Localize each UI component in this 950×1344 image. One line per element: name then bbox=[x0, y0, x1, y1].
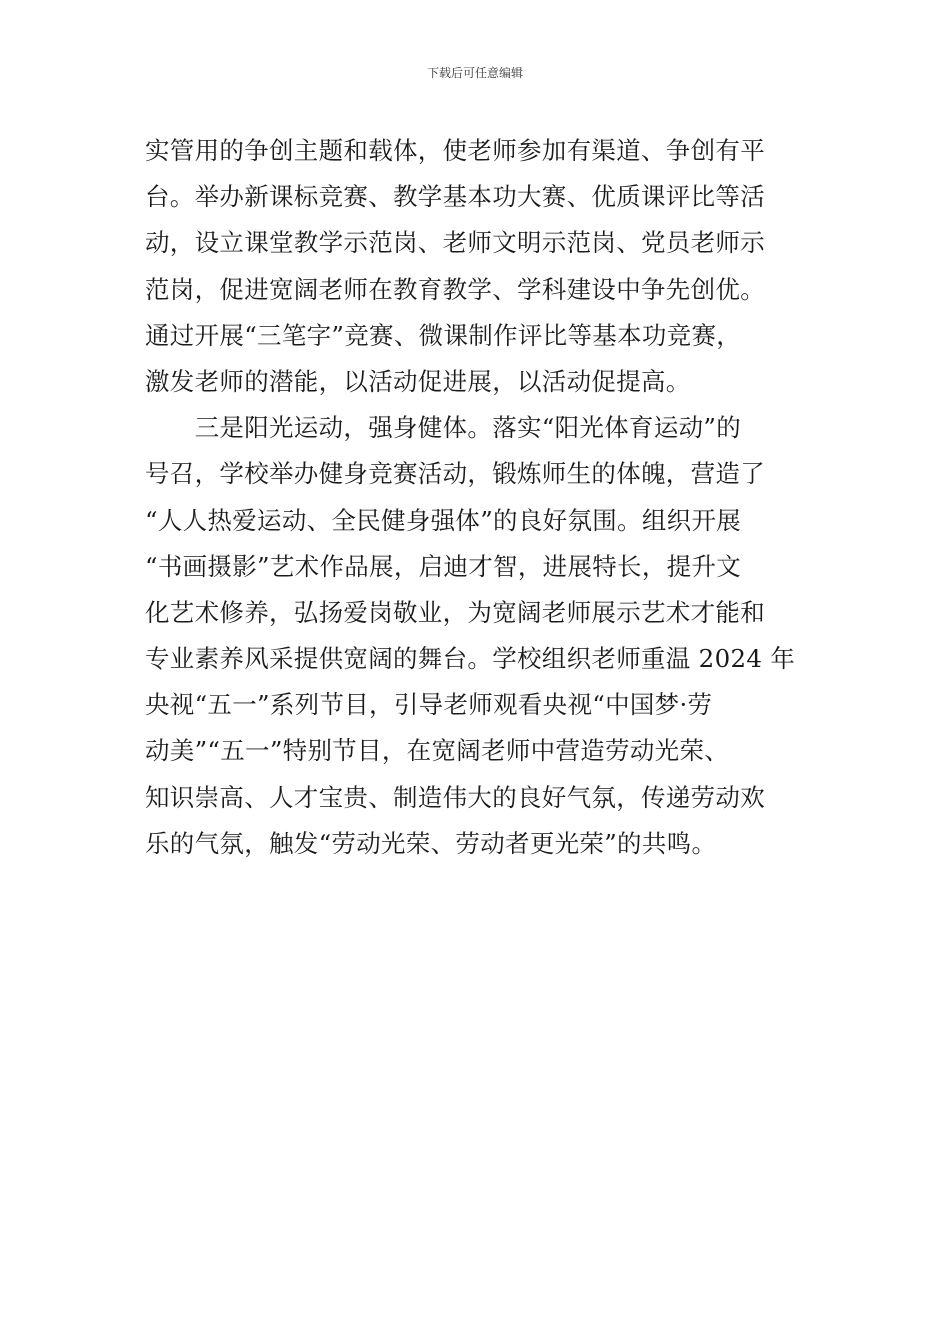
text-line: 知识崇高、人才宝贵、制造伟大的良好气氛，传递劳动欢 bbox=[145, 782, 765, 812]
text-line: 号召，学校举办健身竞赛活动，锻炼师生的体魄，营造了 bbox=[145, 459, 765, 489]
text-line: 专业素养风采提供宽阔的舞台。学校组织老师重温 2024 年 bbox=[145, 644, 796, 674]
text-line: 三是阳光运动，强身健体。落实“阳光体育运动”的 bbox=[145, 413, 742, 443]
paragraph-1 bbox=[145, 128, 805, 405]
text-line: 激发老师的潜能，以活动促进展，以活动促提高。 bbox=[145, 366, 691, 396]
text-line: 通过开展“三笔字”竞赛、微课制作评比等基本功竞赛， bbox=[145, 320, 742, 350]
text-line: 范岗，促进宽阔老师在教育教学、学科建设中争先创优。 bbox=[145, 274, 765, 304]
text-line: “人人热爱运动、全民健身强体”的良好氛围。组织开展 bbox=[145, 505, 742, 535]
text-line: “书画摄影”艺术作品展，启迪才智，进展特长，提升文 bbox=[145, 551, 742, 581]
text-line: 化艺术修养，弘扬爱岗敬业，为宽阔老师展示艺术才能和 bbox=[145, 597, 765, 627]
paragraph-2 bbox=[145, 405, 805, 867]
text-line: 动，设立课堂教学示范岗、老师文明示范岗、党员老师示 bbox=[145, 228, 765, 258]
text-line: 动美”“五一”特别节目，在宽阔老师中营造劳动光荣、 bbox=[145, 736, 730, 766]
text-line: 乐的气氛，触发“劳动光荣、劳动者更光荣”的共鸣。 bbox=[145, 828, 717, 858]
document-body bbox=[145, 128, 805, 867]
text-line: 央视“五一”系列节目，引导老师观看央视“中国梦·劳 bbox=[145, 690, 713, 720]
page-header: 下载后可任意编辑 bbox=[426, 66, 523, 80]
text-line: 实管用的争创主题和载体，使老师参加有渠道、争创有平 bbox=[145, 136, 765, 165]
text-line: 台。举办新课标竞赛、教学基本功大赛、优质课评比等活 bbox=[145, 182, 765, 212]
